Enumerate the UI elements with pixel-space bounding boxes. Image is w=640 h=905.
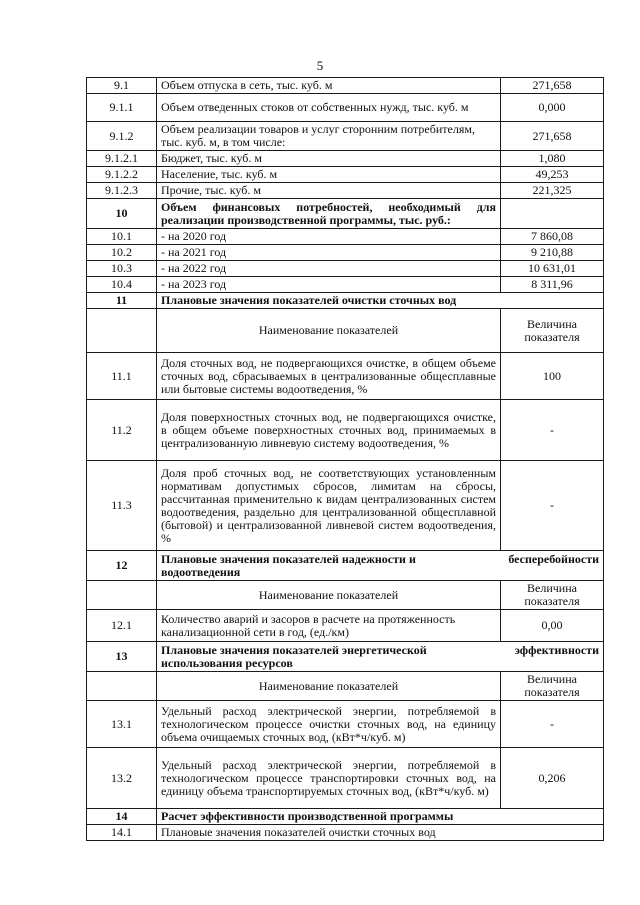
column-header-row: Наименование показателей Величина показателя — [87, 581, 604, 610]
table-row: 10.1 - на 2020 год 7 860,08 — [87, 229, 604, 245]
column-header-name: Наименование показателей — [157, 309, 501, 353]
table-row: 9.1.2.2 Население, тыс. куб. м 49,253 — [87, 167, 604, 183]
table-row: 11.1 Доля сточных вод, не подвергающихся очистке, в общем объеме сточных вод, сбрасываемых в централизованные общесплавные или бытовые системы водоотведения, % 100 — [87, 353, 604, 400]
section-header-13: 13 Плановые значения показателей энергетической эффективности использования ресурсов — [87, 642, 604, 672]
table-row: 13.1 Удельный расход электрической энергии, потребляемой в технологическом процессе очистки сточных вод, на единицу объема очищаемых сточных вод, (кВт*ч/куб. м) - — [87, 701, 604, 748]
column-header-value: Величина показателя — [501, 309, 604, 353]
table-row: 14.1 Плановые значения показателей очистки сточных вод — [87, 825, 604, 841]
table-row: 9.1.2 Объем реализации товаров и услуг сторонним потребителям, тыс. куб. м, в том числе: 271,658 — [87, 122, 604, 151]
column-header-row: Наименование показателей Величина показателя — [87, 672, 604, 701]
section-header-11: 11 Плановые значения показателей очистки сточных вод — [87, 293, 604, 309]
table-row: 11.3 Доля проб сточных вод, не соответствующих установленным нормативам допустимых сбросов, лимитам на сбросы, рассчитанная применительно к видам централизованных систем водоотведения, раздельно для централизованной общесплавной (бытовой) и централизованной ливневой систем водоотведения, % - — [87, 461, 604, 551]
table-row: 9.1.2.3 Прочие, тыс. куб. м 221,325 — [87, 183, 604, 199]
section-header-10: 10 Объем финансовых потребностей, необходимый для реализации производственной программы, тыс. руб.: — [87, 199, 604, 229]
table-row: 9.1 Объем отпуска в сеть, тыс. куб. м 271,658 — [87, 78, 604, 94]
table-row: 10.3 - на 2022 год 10 631,01 — [87, 261, 604, 277]
column-header-row — [87, 309, 604, 353]
section-header-14: 14 Расчет эффективности производственной программы — [87, 809, 604, 825]
table-row: 9.1.1 Объем отведенных стоков от собственных нужд, тыс. куб. м 0,000 — [87, 94, 604, 122]
section-header-12: 12 Плановые значения показателей надежности и бесперебойности водоотведения — [87, 551, 604, 581]
table-row: 13.2 Удельный расход электрической энергии, потребляемой в технологическом процессе транспортировки сточных вод, на единицу объема транспортируемых сточных вод, (кВт*ч/куб. м) 0,206 — [87, 748, 604, 809]
table-row: 12.1 Количество аварий и засоров в расчете на протяженность канализационной сети в год, (ед./км) 0,00 — [87, 610, 604, 642]
indicators-table — [86, 77, 604, 841]
table-row: 10.4 - на 2023 год 8 311,96 — [87, 277, 604, 293]
page-number: 5 — [316, 58, 324, 73]
table-row: 11.2 Доля поверхностных сточных вод, не подвергающихся очистке, в общем объеме поверхностных сточных вод, принимаемых в централизованную ливневую систему водоотведения, % - — [87, 400, 604, 461]
table-row: 9.1.2.1 Бюджет, тыс. куб. м 1,080 — [87, 151, 604, 167]
table-row: 10.2 - на 2021 год 9 210,88 — [87, 245, 604, 261]
